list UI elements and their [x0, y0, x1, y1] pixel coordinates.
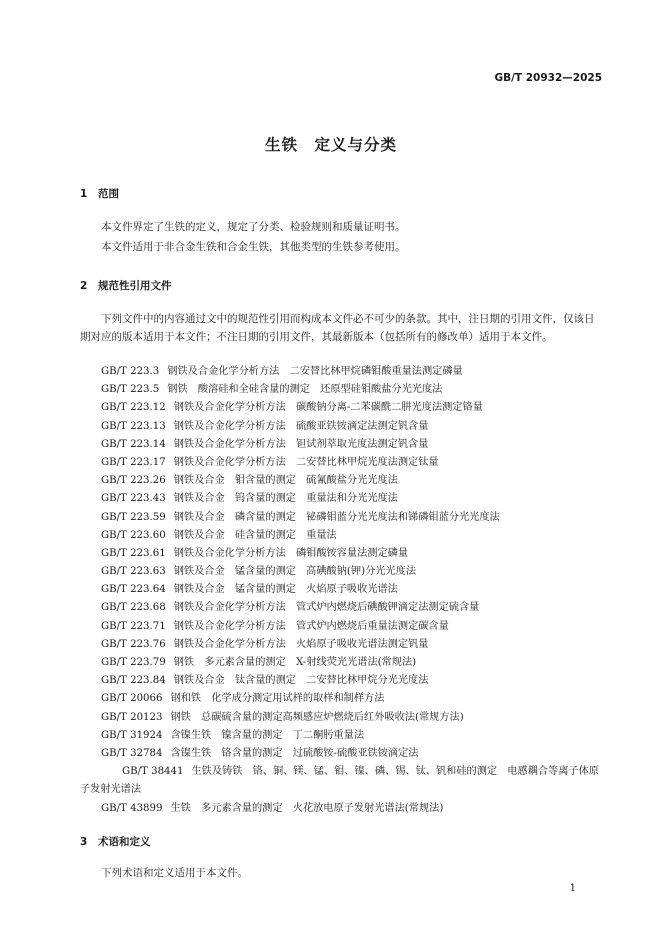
reference-code: GB/T 223.14: [101, 438, 166, 450]
reference-item: [80, 399, 600, 417]
reference-title: 钢铁及合金 钼含量的测定 硫氰酸盐分光光度法: [173, 475, 398, 487]
references-intro: 下列文件中的内容通过文中的规范性引用而构成本文件必不可少的条款。其中，注日期的引用文件，仅该日期对应的版本适用于本文件；不注日期的引用文件，其最新版本（包括所有的修改单）适用于本文件。: [80, 313, 595, 343]
reference-title: 钢铁及合金 锰含量的测定 火焰原子吸收光谱法: [173, 584, 398, 596]
section-1-heading: [80, 186, 119, 201]
reference-item: [80, 363, 600, 381]
reference-code: GB/T 223.26: [101, 475, 166, 487]
reference-item: [80, 672, 600, 690]
reference-title: 钢铁 总碳硫含量的测定高频感应炉燃烧后红外吸收法(常规方法): [170, 711, 464, 723]
reference-item: [80, 709, 600, 727]
reference-title: 钢铁及合金 锰含量的测定 高碘酸钠(钾)分光光度法: [173, 566, 417, 578]
reference-code: GB/T 223.64: [101, 584, 166, 596]
reference-item: [80, 636, 600, 654]
reference-item: [80, 509, 600, 527]
reference-item: [80, 472, 600, 490]
reference-code: GB/T 223.43: [101, 493, 166, 505]
reference-title: 钢铁 酸溶硅和全硅含量的测定 还原型硅钼酸盐分光光度法: [167, 384, 443, 396]
section-1-number: 1: [80, 188, 88, 200]
reference-code: GB/T 223.61: [101, 547, 166, 559]
reference-code: GB/T 223.12: [101, 402, 166, 414]
section-1-title: 范围: [98, 188, 119, 200]
reference-item: [80, 727, 600, 745]
reference-item: [80, 618, 600, 636]
section-2-number: 2: [80, 280, 88, 292]
reference-item: [80, 745, 600, 763]
reference-title: 钢铁 多元素含量的测定 X-射线荧光光谱法(常规法): [173, 657, 417, 668]
reference-code: GB/T 223.59: [101, 511, 166, 523]
reference-item: [80, 545, 600, 563]
reference-item: [80, 381, 600, 399]
section-3-title: 术语和定义: [98, 836, 151, 848]
document-title: 生铁 定义与分类: [264, 136, 397, 154]
reference-item: [80, 763, 600, 799]
reference-item: [80, 454, 600, 472]
reference-title: 钢铁及合金化学分析方法 碳酸钠分离-二苯碳酰二肼光度法测定铬量: [173, 402, 483, 414]
reference-title: 含镍生铁 镍含量的测定 丁二酮肟重量法: [170, 729, 365, 741]
reference-item: [80, 599, 600, 617]
reference-code: GB/T 20066: [101, 693, 163, 705]
reference-code: GB/T 223.71: [101, 620, 166, 632]
reference-title: 钢铁及合金化学分析方法 二安替比林甲烷磷钼酸重量法测定磷量: [167, 366, 463, 377]
reference-code: GB/T 223.5: [101, 384, 160, 396]
reference-title: 钢铁及合金化学分析方法 硫酸亚铁铵滴定法测定钒含量: [173, 420, 429, 432]
scope-paragraph-2: 本文件适用于非合金生铁和合金生铁，其他类型的生铁参考使用。: [101, 241, 406, 253]
reference-code: GB/T 43899: [101, 802, 163, 814]
scope-paragraph-1: 本文件界定了生铁的定义，规定了分类、检验规则和质量证明书。: [101, 221, 406, 233]
reference-code: GB/T 32784: [101, 747, 163, 759]
reference-title: 钢铁及合金化学分析方法 二安替比林甲烷光度法测定钛量: [173, 456, 439, 468]
reference-item: [80, 800, 600, 818]
reference-title: 钢铁及合金 磷含量的测定 铋磷钼蓝分光光度法和锑磷钼蓝分光光度法: [173, 511, 500, 523]
reference-title: 钢铁及合金 硅含量的测定 重量法: [173, 529, 337, 541]
reference-item: [80, 490, 600, 508]
document-code: GB/T 20932—2025: [494, 72, 602, 84]
reference-code: GB/T 223.63: [101, 566, 166, 578]
reference-item: [80, 527, 600, 545]
reference-code: GB/T 223.3: [101, 366, 160, 377]
reference-item: [80, 563, 600, 581]
reference-code: GB/T 223.79: [101, 657, 166, 668]
reference-title: 钢铁及合金化学分析方法 火焰原子吸收光谱法测定钒量: [173, 638, 429, 650]
reference-code: GB/T 223.76: [101, 638, 166, 650]
reference-code: GB/T 223.84: [101, 675, 166, 687]
reference-title: 生铁 多元素含量的测定 火花放电原子发射光谱法(常规法): [170, 802, 444, 814]
reference-item: [80, 436, 600, 454]
reference-title: 钢铁及合金化学分析方法 磷钼酸铵容量法测定磷量: [173, 547, 409, 559]
reference-title: 钢和铁 化学成分测定用试样的取样和制样方法: [170, 693, 385, 705]
reference-title: 钢铁及合金 钨含量的测定 重量法和分光光度法: [173, 493, 398, 505]
reference-title: 生铁及铸铁 铬、铜、镁、锰、钼、镍、磷、锡、钛、钒和硅的测定 电感耦合等离子体原子发射光谱法: [80, 766, 599, 796]
reference-item: [80, 654, 600, 672]
section-3-heading: [80, 834, 151, 849]
reference-title: 钢铁及合金 钛含量的测定 二安替比林甲烷分光光度法: [173, 675, 429, 687]
terms-intro: 下列术语和定义适用于本文件。: [101, 867, 248, 879]
reference-item: [80, 581, 600, 599]
reference-item: [80, 690, 600, 708]
reference-item: [80, 418, 600, 436]
reference-code: GB/T 20123: [101, 711, 163, 723]
section-2-title: 规范性引用文件: [98, 280, 172, 292]
reference-code: GB/T 38441: [122, 766, 184, 778]
reference-list: [80, 363, 600, 818]
reference-code: GB/T 223.13: [101, 420, 166, 432]
reference-title: 钢铁及合金化学分析方法 管式炉内燃烧后碘酸钾滴定法测定硫含量: [173, 602, 480, 614]
reference-title: 钢铁及合金化学分析方法 管式炉内燃烧后重量法测定碳含量: [173, 620, 449, 632]
page-number: 1: [569, 883, 576, 894]
reference-title: 钢铁及合金化学分析方法 钽试剂萃取光度法测定钒含量: [173, 438, 429, 450]
reference-code: GB/T 223.68: [101, 602, 166, 614]
reference-code: GB/T 223.17: [101, 456, 166, 468]
reference-code: GB/T 31924: [101, 729, 163, 741]
reference-title: 含镍生铁 铬含量的测定 过硫酸铵-硫酸亚铁铵滴定法: [170, 747, 419, 759]
section-3-number: 3: [80, 836, 88, 848]
reference-code: GB/T 223.60: [101, 529, 166, 541]
section-2-heading: [80, 278, 172, 293]
